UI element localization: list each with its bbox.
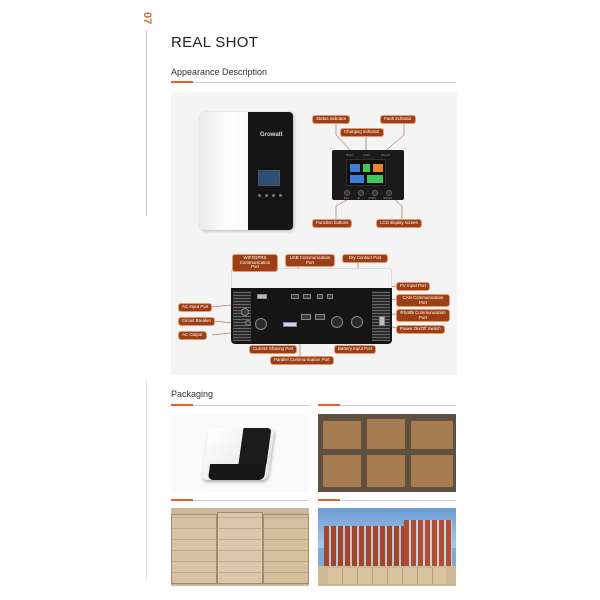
led-label-chg: CHG <box>363 153 371 157</box>
lcd-led-labels <box>346 153 390 157</box>
callout-rs485-port: RS485 Communication Port <box>396 309 450 322</box>
callout-ac-output: AC Output <box>178 331 207 340</box>
packaging-photo3-rule <box>171 500 309 501</box>
appearance-heading: Appearance Description <box>171 67 268 77</box>
packaging-photo-inverter <box>171 414 309 492</box>
callout-circuit-breaker: Circuit Breaker <box>178 317 215 326</box>
callout-fault-indicator: Fault indicator <box>380 115 416 124</box>
callout-current-sharing-port: Current Sharing Port <box>249 345 297 354</box>
callout-charging-indicator: Charging indicator <box>340 128 384 137</box>
callout-can-port: CAN Communication Port <box>396 294 450 307</box>
inverter-buttons-thumbnail <box>258 194 282 198</box>
packaging-photo-building <box>318 508 456 586</box>
packaging-photo4-rule <box>318 500 456 501</box>
packaging-photo-boxes <box>318 414 456 492</box>
packaging-heading: Packaging <box>171 389 214 399</box>
callout-usb-port: USB Communication Port <box>285 254 335 267</box>
key-label-up: UP <box>356 197 361 200</box>
callout-dry-contact-port: Dry Contact Port <box>342 254 388 263</box>
callout-function-buttons: Function buttons <box>312 219 352 228</box>
brand-logo: Growatt <box>260 132 283 138</box>
lcd-screen <box>346 159 386 186</box>
packaging-photo-pallets <box>171 508 309 586</box>
callout-pv-input-port: PV Input Port <box>396 282 430 291</box>
lcd-closeup <box>332 150 404 200</box>
callout-power-switch: Power On/Off Switch <box>396 325 445 334</box>
callout-wifi-gprs-port: WIFI/GPRS Communication Port <box>232 254 278 272</box>
lcd-keys <box>340 190 396 196</box>
packaging-photo1-rule <box>171 405 309 406</box>
inverter-front-photo <box>200 112 293 230</box>
inverter-lcd-thumbnail <box>258 170 280 186</box>
vertical-divider-lower <box>146 380 147 580</box>
led-label-run: RUN <box>346 153 353 157</box>
inverter-bottom-photo <box>231 268 392 344</box>
packaging-photo2-rule <box>318 405 456 406</box>
led-label-fault: FAULT <box>380 153 390 157</box>
key-label-esc: ESC <box>343 197 349 200</box>
appearance-heading-rule <box>171 82 456 83</box>
lcd-key-labels <box>340 197 396 200</box>
key-label-down: DOWN <box>367 197 376 200</box>
callout-battery-input-port: Battery Input Port <box>334 345 376 354</box>
vertical-divider <box>146 30 147 216</box>
callout-ac-input-port: AC Input Port <box>178 303 212 312</box>
callout-lcd-display: LCD display screen <box>376 219 422 228</box>
callout-status-indicator: Status indicator <box>312 115 350 124</box>
page-title: REAL SHOT <box>171 34 259 51</box>
callout-parallel-port: Parallel Communication Port <box>270 356 334 365</box>
page-number: 07 <box>141 12 153 25</box>
key-label-enter: ENTER <box>383 197 393 200</box>
